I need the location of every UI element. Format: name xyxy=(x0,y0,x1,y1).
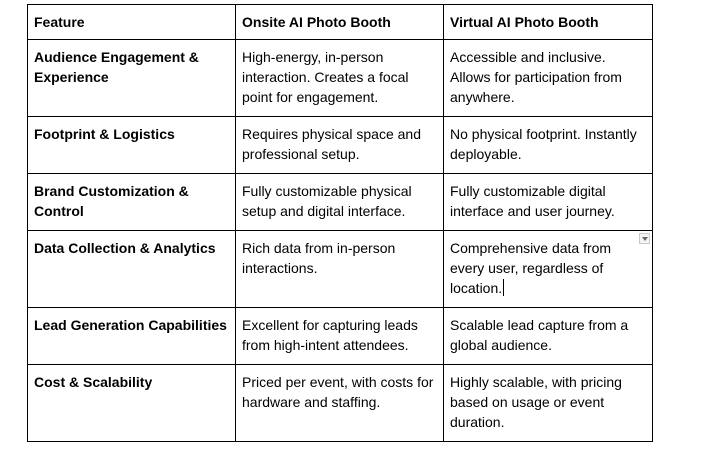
header-feature[interactable]: Feature xyxy=(28,5,236,40)
table-row xyxy=(28,231,653,308)
feature-cell[interactable]: Brand Customization & Control xyxy=(28,174,236,231)
virtual-cell-active[interactable] xyxy=(444,231,653,308)
table-row xyxy=(28,174,653,231)
virtual-cell[interactable]: No physical footprint. Instantly deployable. xyxy=(444,117,653,174)
onsite-cell[interactable]: Rich data from in-person interactions. xyxy=(236,231,444,308)
table-header-row xyxy=(28,5,653,40)
text-cursor xyxy=(503,279,504,296)
onsite-cell[interactable]: Requires physical space and professional setup. xyxy=(236,117,444,174)
table-row xyxy=(28,308,653,365)
table-row xyxy=(28,40,653,117)
virtual-cell[interactable]: Scalable lead capture from a global audience. xyxy=(444,308,653,365)
virtual-cell-text[interactable]: Comprehensive data from every user, regardless of location. xyxy=(450,240,612,296)
feature-cell[interactable]: Footprint & Logistics xyxy=(28,117,236,174)
feature-cell[interactable]: Lead Generation Capabilities xyxy=(28,308,236,365)
feature-cell[interactable]: Audience Engagement & Experience xyxy=(28,40,236,117)
table-row xyxy=(28,365,653,442)
feature-cell[interactable]: Data Collection & Analytics xyxy=(28,231,236,308)
virtual-cell[interactable]: Highly scalable, with pricing based on usage or event duration. xyxy=(444,365,653,442)
header-onsite[interactable]: Onsite AI Photo Booth xyxy=(236,5,444,40)
dropdown-arrow-icon[interactable] xyxy=(639,233,650,244)
onsite-cell[interactable]: Priced per event, with costs for hardware and staffing. xyxy=(236,365,444,442)
onsite-cell[interactable]: Excellent for capturing leads from high-intent attendees. xyxy=(236,308,444,365)
header-virtual[interactable]: Virtual AI Photo Booth xyxy=(444,5,653,40)
onsite-cell[interactable]: High-energy, in-person interaction. Creates a focal point for engagement. xyxy=(236,40,444,117)
onsite-cell[interactable]: Fully customizable physical setup and digital interface. xyxy=(236,174,444,231)
feature-cell[interactable]: Cost & Scalability xyxy=(28,365,236,442)
virtual-cell[interactable]: Accessible and inclusive. Allows for participation from anywhere. xyxy=(444,40,653,117)
table-row xyxy=(28,117,653,174)
comparison-table xyxy=(27,4,653,442)
virtual-cell[interactable]: Fully customizable digital interface and user journey. xyxy=(444,174,653,231)
